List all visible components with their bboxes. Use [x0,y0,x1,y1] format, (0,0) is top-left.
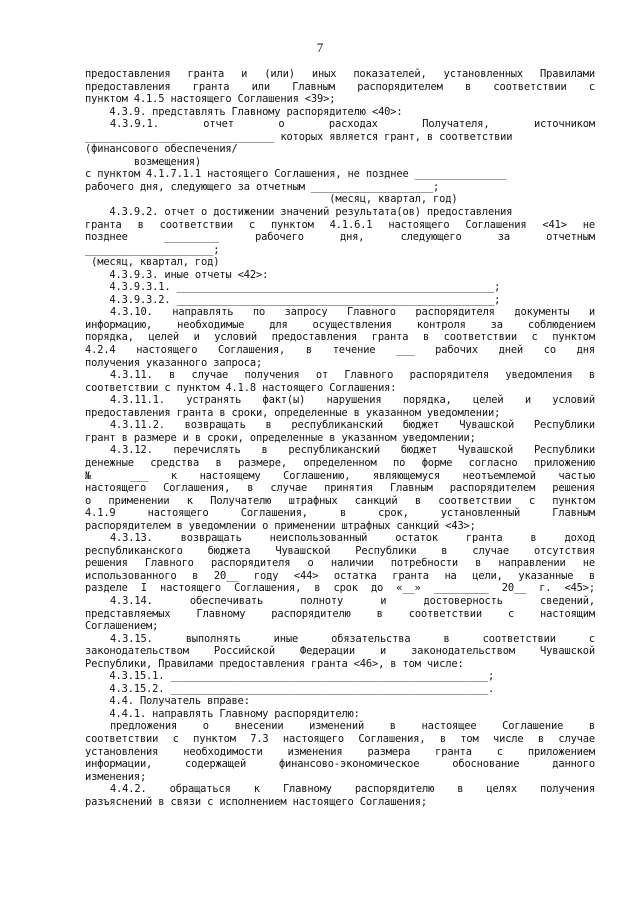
text-line: предложения о внесении изменений в настоящее Соглашение в [109,720,595,733]
text-line: пунктом 4.1.5 настоящего Соглашения <39>; [85,93,336,106]
text-line: о применении к Получателю штрафных санкций в соответствии с пунктом [85,494,595,507]
text-line: позднее _________ рабочего дня, следующего за отчетным [85,231,595,244]
text-line: 4.4.1. направлять Главному распорядителю: [85,707,360,720]
text-line: с пунктом 4.1.7.1.1 настоящего Соглашения, не позднее _______________ [85,168,507,181]
text-line: рабочего дня, следующего за отчетным ____________________; [85,180,440,193]
text-line: гранта в соответствии с пунктом 4.1.6.1 настоящего Соглашения <41> не [85,218,595,231]
text-line: соответствии с пунктом 4.1.8 настоящего Соглашения: [85,381,397,394]
text-line: предоставления гранта и (или) иных показателей, установленных Правилами [85,68,595,80]
text-line: решения Главного распорядителя о наличии потребности в направлении не [85,557,595,570]
text-line: (финансового обеспечения/ [85,143,238,156]
page-number: 7 [316,40,324,55]
text-line: № ___ к настоящему Соглашению, являющемуся неотъемлемой частью [85,469,595,482]
text-line: установления необходимости изменения размера гранта с приложением [85,745,595,758]
document-body [85,68,595,808]
text-line: Соглашением; [85,620,159,633]
text-line: 4.2.4 настоящего Соглашения, в течение ___ рабочих дней со дня [85,344,595,357]
text-line: 4.3.14. обеспечивать полноту и достоверность сведений, [109,594,595,607]
text-line: информацию, необходимые для осуществления контроля за соблюдением [85,318,595,331]
text-line: 4.3.15.2. ____________________________________________________. [85,682,495,695]
text-line: возмещения) [85,155,202,168]
text-line: распорядителем в уведомлении о применении штрафных санкций <43>; [85,519,476,532]
text-line: 4.3.9.1. отчет о расходах Получателя, источником [109,118,595,131]
text-line: _____________________; [85,243,220,256]
text-line: грант в размере и в сроки, определенные в указанном уведомлении; [85,431,476,444]
text-line: 4.4.2. обращаться к Главному распорядителю в целях получения [109,783,595,796]
text-line: представляемых Главному распорядителю в соответствии с настоящим [85,607,595,620]
text-line: 4.3.12. перечислять в республиканский бюджет Чувашской Республики [109,444,595,457]
text-line: _______________________________ которых является грант, в соответствии [85,130,513,143]
text-line: республиканского бюджета Чувашской Республики в случае отсутствия [85,544,595,557]
text-line: разъяснений в связи с исполнением настоящего Соглашения; [85,795,427,808]
text-line: денежные средства в размере, определенном по форме согласно приложению [85,456,595,469]
text-line: 4.1.9 настоящего Соглашения, в срок, установленный Главным [85,507,595,520]
text-line: 4.3.9.3.2. ____________________________________________________; [85,293,501,306]
text-line: 4.3.11. в случае получения от Главного распорядителя уведомления в [109,369,595,382]
text-line: (месяц, квартал, год) [85,256,220,269]
text-line: информации, содержащей финансово-экономическое обоснование данного [85,758,595,771]
text-line: 4.3.13. возвращать неиспользованный остаток гранта в доход [109,532,595,545]
text-line: 4.3.15. выполнять иные обязательства в соответствии с [109,632,595,645]
text-line: 4.3.11.1. устранять факт(ы) нарушения порядка, целей и условий [109,394,595,407]
text-line: 4.3.9.3.1. ____________________________________________________; [85,281,501,294]
text-line: использованного в 20__ году <44> остатка гранта на цели, указанные в [85,569,595,582]
text-line: 4.3.15.1. ____________________________________________________; [85,670,495,683]
text-line: (месяц, квартал, год) [85,193,458,206]
text-line: получения указанного запроса; [85,356,263,369]
text-line: 4.3.9. представлять Главному распорядителю <40>: [85,105,403,118]
text-line: 4.4. Получатель вправе: [85,695,250,708]
text-line: разделе I настоящего Соглашения, в срок до «__» _________ 20__ г. <45>; [85,582,595,595]
text-line: соответствии с пунктом 7.3 настоящего Соглашения, в том числе в случае [85,732,595,745]
text-line: предоставления гранта или Главным распорядителем в соответствии с [85,80,595,93]
text-line: 4.3.9.3. иные отчеты <42>: [85,268,269,281]
text-line: настоящего Соглашения, в случае принятия Главным распорядителем решения [85,482,595,495]
text-line: 4.3.10. направлять по запросу Главного распорядителя документы и [109,306,595,319]
text-line: изменения; [85,770,147,783]
text-line: 4.3.9.2. отчет о достижении значений результата(ов) предоставления [85,206,513,219]
text-line: порядка, целей и условий предоставления гранта в соответствии с пунктом [85,331,595,344]
text-line: законодательством Российской Федерации и законодательством Чувашской [85,645,595,658]
text-line: 4.3.11.2. возвращать в республиканский бюджет Чувашской Республики [109,419,595,432]
text-line: предоставления гранта в сроки, определенные в указанном уведомлении; [85,406,501,419]
text-line: Республики, Правилами предоставления гранта <46>, в том числе: [85,657,464,670]
